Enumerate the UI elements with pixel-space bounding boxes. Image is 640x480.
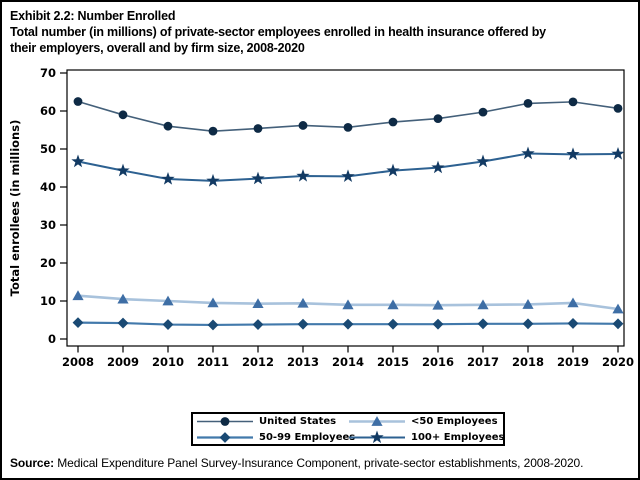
x-tick-label: 2014: [331, 355, 365, 369]
legend-sample-star-icon: [348, 430, 406, 445]
diamond-marker: [388, 319, 399, 330]
legend-item-50-99-employees: [196, 430, 356, 445]
y-axis-title: Total enrollees (in millions): [8, 119, 22, 297]
exhibit-subtitle-line1: Total number (in millions) of private-sector employees enrolled in health insurance offered by: [10, 24, 546, 39]
star-marker: [71, 155, 84, 168]
x-tick-label: 2016: [421, 355, 455, 369]
star-marker: [521, 147, 534, 160]
star-marker: [341, 169, 354, 182]
circle-marker: [164, 122, 173, 131]
source-note: [10, 456, 583, 470]
y-tick-label: 0: [47, 332, 56, 347]
y-tick-label: 30: [39, 218, 56, 233]
circle-marker: [221, 417, 230, 426]
y-tick-label: 60: [39, 104, 56, 119]
x-tick-label: 2018: [511, 355, 545, 369]
legend-sample-triangle-icon: [348, 414, 406, 429]
circle-marker: [119, 110, 128, 119]
circle-marker: [74, 97, 83, 106]
legend-item-50-employees: [348, 414, 504, 429]
diamond-marker: [568, 318, 579, 329]
circle-marker: [524, 99, 533, 108]
legend-label: 50-99 Employees: [259, 431, 356, 443]
circle-marker: [254, 124, 263, 133]
diamond-marker: [220, 432, 231, 443]
x-tick-label: 2008: [61, 355, 95, 369]
source-text: Medical Expenditure Panel Survey-Insurance Component, private-sector establishments, 2008-2020.: [53, 456, 584, 470]
diamond-marker: [343, 319, 354, 330]
circle-marker: [389, 118, 398, 127]
star-marker: [611, 147, 624, 160]
legend-sample-circle-icon: [196, 414, 254, 429]
circle-marker: [344, 123, 353, 132]
chart-legend: [191, 412, 505, 446]
legend-sample-diamond-icon: [196, 430, 254, 445]
source-label: Source:: [10, 456, 54, 470]
series-united-states: [74, 97, 623, 135]
diamond-marker: [433, 319, 444, 330]
x-tick-label: 2010: [151, 355, 185, 369]
diamond-marker: [163, 319, 174, 330]
diamond-marker: [298, 319, 309, 330]
diamond-marker: [478, 318, 489, 329]
legend-item-united-states: [196, 414, 348, 429]
star-marker: [370, 430, 383, 443]
star-marker: [296, 169, 309, 182]
diamond-marker: [253, 319, 264, 330]
diamond-marker: [523, 318, 534, 329]
x-tick-label: 2011: [196, 355, 230, 369]
star-marker: [386, 164, 399, 177]
y-tick-label: 50: [39, 142, 56, 157]
x-axis: [62, 346, 634, 369]
exhibit-title: Exhibit 2.2: Number Enrolled: [10, 9, 176, 23]
x-tick-label: 2019: [556, 355, 590, 369]
series-50-employees: [72, 290, 623, 313]
x-tick-label: 2009: [106, 355, 140, 369]
star-marker: [476, 155, 489, 168]
circle-marker: [209, 127, 218, 136]
star-marker: [206, 174, 219, 187]
x-tick-label: 2013: [286, 355, 320, 369]
diamond-marker: [73, 317, 84, 328]
y-tick-label: 10: [39, 294, 56, 309]
y-tick-label: 20: [39, 256, 56, 271]
star-marker: [431, 161, 444, 174]
y-axis: [40, 66, 67, 346]
legend-label: <50 Employees: [411, 415, 498, 427]
line-chart: [2, 2, 640, 480]
x-tick-label: 2020: [601, 355, 635, 369]
diamond-marker: [613, 318, 624, 329]
series-50-99-employees: [73, 317, 624, 330]
circle-marker: [434, 114, 443, 123]
exhibit-subtitle-line2: their employers, overall and by firm size, 2008-2020: [10, 40, 305, 55]
series-100-employees: [71, 147, 624, 187]
legend-item-100-employees: [348, 430, 504, 445]
diamond-marker: [208, 320, 219, 331]
circle-marker: [479, 108, 488, 117]
x-tick-label: 2015: [376, 355, 410, 369]
star-marker: [566, 147, 579, 160]
legend-label: United States: [259, 415, 337, 427]
diamond-marker: [118, 318, 129, 329]
circle-marker: [299, 121, 308, 130]
legend-label: 100+ Employees: [411, 431, 505, 443]
circle-marker: [569, 97, 578, 106]
y-tick-label: 70: [39, 66, 56, 81]
circle-marker: [614, 104, 623, 113]
star-marker: [251, 172, 264, 185]
star-marker: [161, 172, 174, 185]
x-tick-label: 2017: [466, 355, 500, 369]
x-tick-label: 2012: [241, 355, 275, 369]
y-tick-label: 40: [39, 180, 56, 195]
star-marker: [116, 164, 129, 177]
